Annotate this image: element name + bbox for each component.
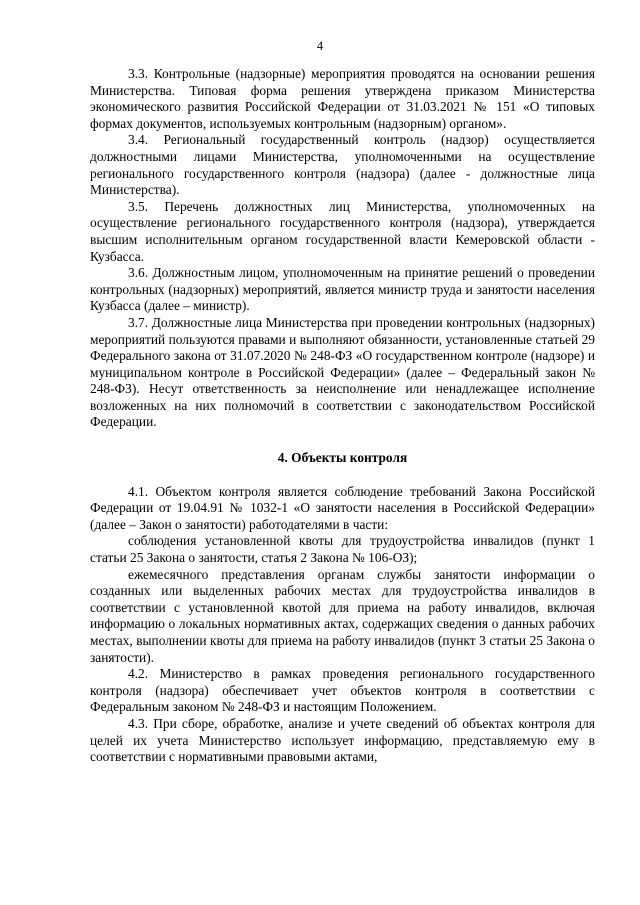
document-body: [90, 66, 595, 766]
paragraph-4-1-item-reporting: ежемесячного представления органам службы занятости информации о созданных или выделенных рабочих местах для трудоустройства инвалидов в соответствии с установленной квотой для приема на работу инвалидов, включая информацию о локальных нормативных актах, содержащих сведения о данных рабочих местах, выполнении квоты для приема на работу инвалидов (пункт 3 статьи 25 Закона о занятости).: [90, 566, 595, 665]
page-number: 4: [316, 39, 324, 53]
paragraph-3-7: 3.7. Должностные лица Министерства при проведении контрольных (надзорных) мероприятий пользуются правами и выполняют обязанности, установленные статьей 29 Федерального закона от 31.07.2020 № 248-ФЗ «О государственном контроле (надзоре) и муниципальном контроле в Российской Федерации» (далее – Федеральный закон № 248-ФЗ). Несут ответственность за неисполнение или ненадлежащее исполнение возложенных на них полномочий в соответствии с законодательством Российской Федерации.: [90, 314, 595, 430]
paragraph-3-5: 3.5. Перечень должностных лиц Министерства, уполномоченных на осуществление регионального государственного контроля (надзора), утверждается высшим исполнительным органом государственной власти Кемеровской области - Кузбасса.: [90, 198, 595, 264]
paragraph-4-2: 4.2. Министерство в рамках проведения регионального государственного контроля (надзора) обеспечивает учет объектов контроля в соответствии с Федеральным законом № 248-ФЗ и настоящим Положением.: [90, 666, 595, 715]
section-4-heading: 4. Объекты контроля: [277, 450, 408, 466]
paragraph-3-6: 3.6. Должностным лицом, уполномоченным на принятие решений о проведении контрольных (надзорных) мероприятий, является министр труда и занятости населения Кузбасса (далее – министр).: [90, 265, 595, 314]
paragraph-3-3: 3.3. Контрольные (надзорные) мероприятия проводятся на основании решения Министерства. Типовая форма решения утверждена приказом Министерства экономического развития Российской Федерации от 31.03.2021 № 151 «О типовых формах документов, используемых контрольным (надзорным) органом».: [90, 66, 595, 131]
paragraph-4-1: 4.1. Объектом контроля является соблюдение требований Закона Российской Федерации от 19.04.91 № 1032-1 «О занятости населения в Российской Федерации» (далее – Закон о занятости) работодателями в части:: [90, 483, 595, 532]
paragraph-4-3: 4.3. При сборе, обработке, анализе и учете сведений об объектах контроля для целей их учета Министерство использует информацию, представляемую ему в соответствии с нормативными правовыми актами,: [90, 715, 595, 765]
paragraph-4-1-item-quota: соблюдения установленной квоты для трудоустройства инвалидов (пункт 1 статьи 25 Закона о занятости, статья 2 Закона № 106-ОЗ);: [90, 533, 595, 566]
paragraph-3-4: 3.4. Региональный государственный контроль (надзор) осуществляется должностными лицами Министерства, уполномоченными на осуществление регионального государственного контроля (надзора) (далее - должностные лица Министерства).: [90, 132, 595, 198]
